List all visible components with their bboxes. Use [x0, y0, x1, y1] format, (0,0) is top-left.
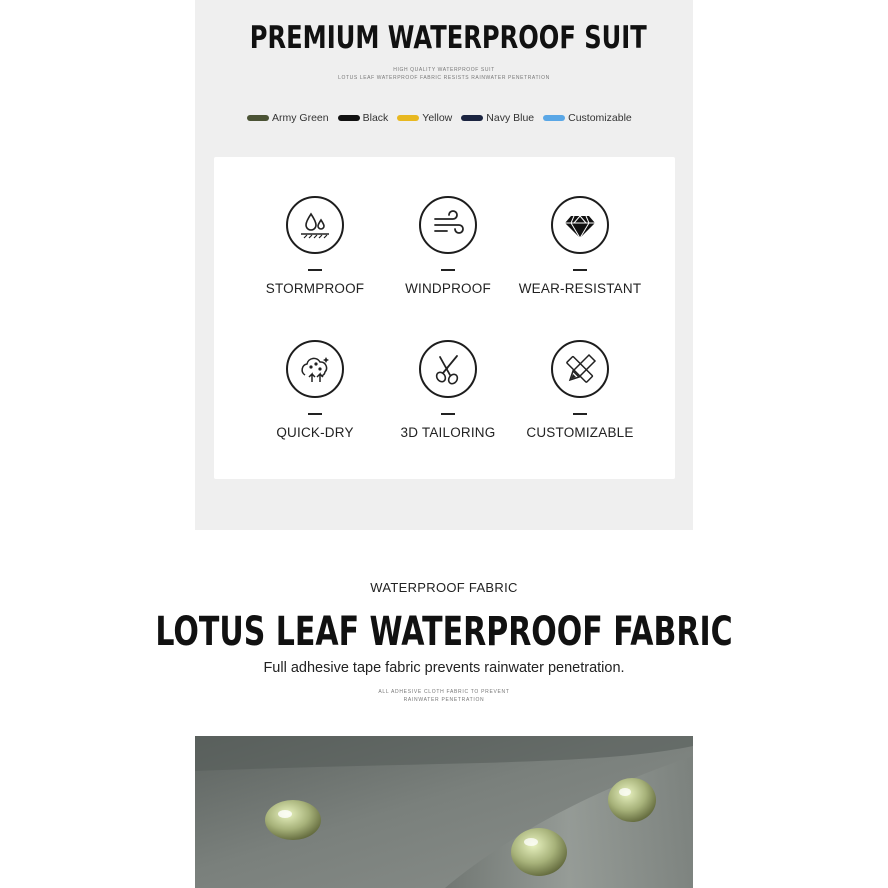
- divider: [308, 269, 322, 271]
- section-caption-2: RAINWATER PENETRATION: [403, 697, 485, 703]
- color-label: Army Green: [272, 112, 329, 124]
- color-swatch: [461, 115, 483, 121]
- feature-label: QUICK-DRY: [276, 425, 354, 440]
- title-caption-1: HIGH QUALITY WATERPROOF SUIT: [393, 67, 495, 73]
- pencil-ruler-icon: [551, 340, 609, 398]
- color-swatch: [543, 115, 565, 121]
- color-label: Black: [362, 112, 389, 124]
- features-card: [214, 157, 675, 479]
- color-swatch: [247, 115, 269, 121]
- feature-label: STORMPROOF: [265, 281, 365, 296]
- section-title: LOTUS LEAF WATERPROOF FABRIC: [155, 609, 733, 655]
- divider: [308, 413, 322, 415]
- fabric-photo: [195, 736, 693, 888]
- color-option[interactable]: [397, 112, 452, 124]
- feature-label: CUSTOMIZABLE: [526, 425, 634, 440]
- feature-label: WINDPROOF: [405, 281, 491, 296]
- section-subtitle: Full adhesive tape fabric prevents rainwater penetration.: [263, 660, 625, 676]
- feature-customizable: [510, 340, 650, 440]
- divider: [573, 269, 587, 271]
- feature-stormproof: [245, 196, 385, 296]
- divider: [441, 269, 455, 271]
- feature-label: WEAR-RESISTANT: [518, 281, 642, 296]
- rain-drops-icon: [286, 196, 344, 254]
- color-label: Customizable: [568, 112, 632, 124]
- feature-label: 3D TAILORING: [400, 425, 496, 440]
- feature-windproof: [378, 196, 518, 296]
- divider: [573, 413, 587, 415]
- quick-dry-icon: [286, 340, 344, 398]
- color-label: Yellow: [422, 112, 453, 124]
- color-option[interactable]: [247, 112, 329, 124]
- color-option[interactable]: [338, 112, 389, 124]
- scissors-icon: [419, 340, 477, 398]
- divider: [441, 413, 455, 415]
- section-kicker: WATERPROOF FABRIC: [370, 580, 518, 595]
- diamond-icon: [551, 196, 609, 254]
- color-label: Navy Blue: [486, 112, 535, 124]
- feature-3d-tailoring: [378, 340, 518, 440]
- color-swatch: [338, 115, 360, 121]
- wind-icon: [419, 196, 477, 254]
- feature-wear-resistant: [510, 196, 650, 296]
- feature-panel: [195, 0, 693, 530]
- feature-quick-dry: [245, 340, 385, 440]
- section-caption-1: ALL ADHESIVE CLOTH FABRIC TO PREVENT: [378, 689, 510, 695]
- color-options: [247, 111, 632, 125]
- title-caption-2: LOTUS LEAF WATERPROOF FABRIC RESISTS RAINWATER PENETRATION: [338, 75, 550, 81]
- color-option[interactable]: [461, 112, 534, 124]
- page-title: PREMIUM WATERPROOF SUIT: [249, 20, 647, 56]
- color-swatch: [397, 115, 419, 121]
- color-option[interactable]: [543, 112, 632, 124]
